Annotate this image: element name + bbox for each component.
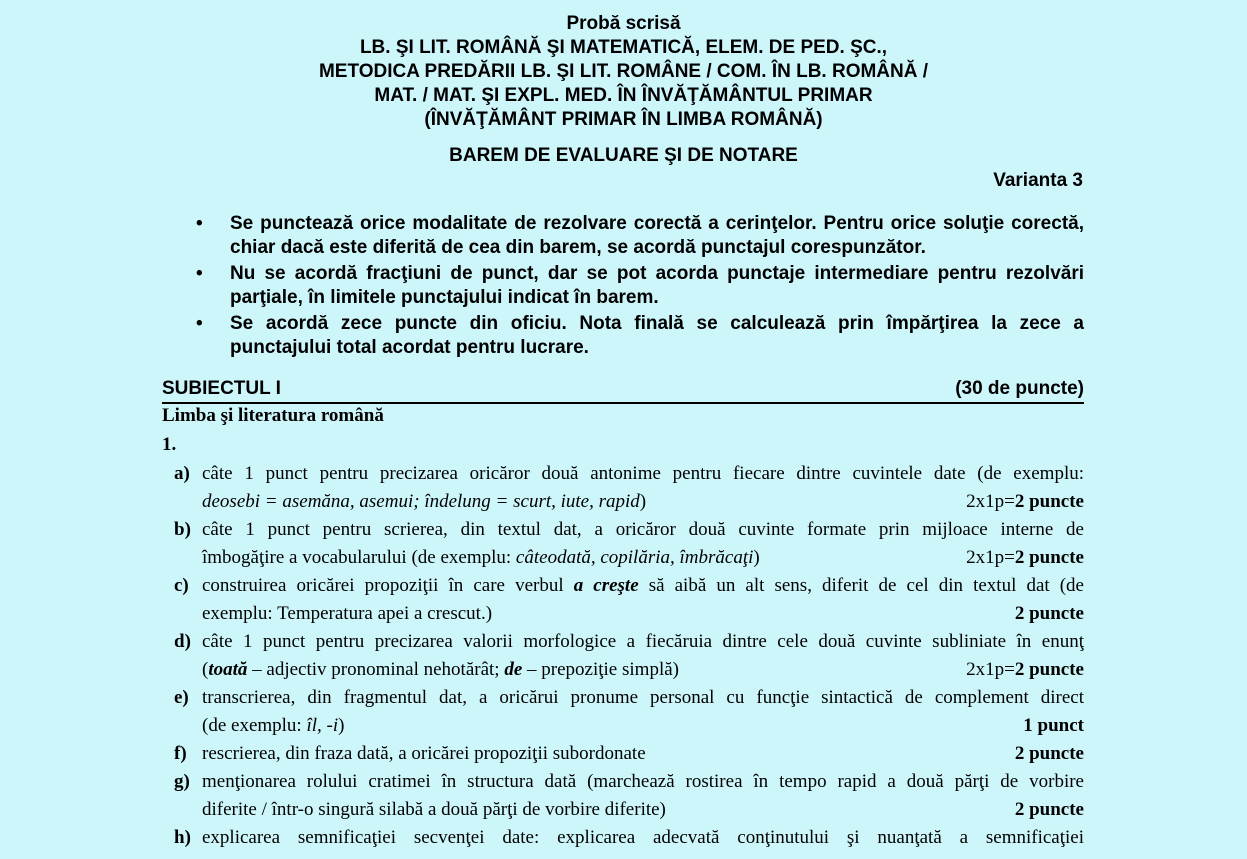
item-label: h)	[174, 827, 191, 848]
item-h	[162, 824, 1084, 852]
item-f	[162, 740, 1084, 768]
subject-heading	[162, 378, 1084, 404]
section-title: Limba şi literatura română	[162, 405, 384, 426]
item-d: d) câte 1 punct pentru precizarea valorii morfologice a fiecăruia dintre cele două cuvinte subliniate în enunţ (toată – adjectiv pronominal nehotărât; de – prepoziţie simplă) 2x1p=2 puncte	[162, 628, 1084, 684]
item-label: e)	[174, 687, 189, 708]
answer-items	[162, 460, 1084, 852]
item-text: transcrierea, din fragmentul dat, a oricărui pronume personal cu funcţie sintactică de complement direct	[202, 687, 1084, 708]
item-score: 1 punct	[1023, 715, 1084, 736]
example-text: deosebi = asemăna, asemui; îndelung = scurt, iute, rapid	[202, 491, 640, 512]
item-label: a)	[174, 463, 190, 484]
example-text: câteodată, copilăria, îmbrăcaţi	[515, 547, 754, 568]
item-score: 2x1p=2 puncte	[966, 659, 1084, 680]
rule-text: Se acordă zece puncte din oficiu. Nota finală se calculează prin împărţirea la zece a punctajului total acordat pentru lucrare.	[230, 313, 1084, 358]
item-label: f)	[174, 743, 187, 764]
item-c: c) construirea oricărei propoziţii în care verbul a creşte să aibă un alt sens, diferit de cel din textul dat (de exemplu: Temperatura apei a crescut.) 2 puncte	[162, 572, 1084, 628]
item-e: e) transcrierea, din fragmentul dat, a oricărui pronume personal cu funcţie sintactică de complement direct (de exemplu: îl, -i) 1 punct	[162, 684, 1084, 740]
rule-text: Se punctează orice modalitate de rezolvare corectă a cerinţelor. Pentru orice soluţie corectă, chiar dacă este diferită de cea din barem, se acordă punctajul corespunzător.	[230, 213, 1084, 258]
item-text: câte 1 punct pentru precizarea valorii morfologice a fiecăruia dintre cele două cuvinte subliniate în enunţ	[202, 631, 1084, 652]
document-header	[0, 12, 1247, 132]
item-g: g) menţionarea rolului cratimei în structura dată (marchează rostirea în tempo rapid a două părţi de vorbire diferite / într-o singură silabă a două părţi de vorbire diferite) 2 puncte	[162, 768, 1084, 824]
item-label: b)	[174, 519, 191, 540]
bullet-icon: •	[196, 313, 203, 334]
item-score: 2x1p=2 puncte	[966, 547, 1084, 568]
rule-item	[196, 312, 1084, 360]
item-text: rescrierea, din fraza dată, a oricărei propoziţii subordonate	[202, 743, 646, 764]
item-b: b) câte 1 punct pentru scrierea, din textul dat, a oricăror două cuvinte formate prin mijloace interne de îmbogăţire a vocabularului (de exemplu: câteodată, copilăria, îmbrăcaţi) 2x1p=2 puncte	[162, 516, 1084, 572]
subject-points: (30 de puncte)	[955, 378, 1084, 399]
item-text: menţionarea rolului cratimei în structura dată (marchează rostirea în tempo rapid a două părţi de vorbire	[202, 771, 1084, 792]
header-line-3: MAT. / MAT. ŞI EXPL. MED. ÎN ÎNVĂŢĂMÂNTUL PRIMAR	[374, 85, 873, 106]
variant-label: Varianta 3	[993, 170, 1083, 191]
item-label: c)	[174, 575, 189, 596]
verb-text: a creşte	[573, 575, 639, 596]
item-label: d)	[174, 631, 191, 652]
header-line-4: (ÎNVĂŢĂMÂNT PRIMAR ÎN LIMBA ROMÂNĂ)	[424, 109, 823, 130]
header-line-2: METODICA PREDĂRII LB. ŞI LIT. ROMÂNE / COM. ÎN LB. ROMÂNĂ /	[318, 61, 929, 82]
item-score: 2x1p=2 puncte	[966, 491, 1084, 512]
header-line-1: LB. ŞI LIT. ROMÂNĂ ŞI MATEMATICĂ, ELEM. DE PED. ŞC.,	[359, 37, 888, 58]
item-label: g)	[174, 771, 190, 792]
subject-title: SUBIECTUL I	[162, 378, 281, 399]
item-text: câte 1 punct pentru scrierea, din textul dat, a oricăror două cuvinte formate prin mijloace interne de	[202, 519, 1084, 540]
bullet-icon: •	[196, 263, 203, 284]
example-text: îl, -i	[306, 715, 339, 736]
rule-item	[196, 212, 1084, 260]
item-a: a) câte 1 punct pentru precizarea oricăror două antonime pentru fiecare dintre cuvintele date (de exemplu: deosebi = asemăna, asemui; îndelung = scurt, iute, rapid) 2x1p=2 puncte	[162, 460, 1084, 516]
item-score: 2 puncte	[1014, 603, 1084, 624]
bullet-icon: •	[196, 213, 203, 234]
barem-title: BAREM DE EVALUARE ŞI DE NOTARE	[449, 145, 798, 166]
item-score: 2 puncte	[1014, 799, 1084, 820]
rules-list	[196, 212, 1084, 362]
rule-item	[196, 262, 1084, 310]
item-text: explicarea semnificaţiei secvenţei date: explicarea adecvată conţinutului şi nuanţată a semnificaţiei	[202, 827, 1084, 848]
item-text: construirea oricărei propoziţii în care verbul a creşte să aibă un alt sens, diferit de cel din textul dat (de	[202, 575, 1084, 596]
exam-title: Probă scrisă	[566, 13, 681, 34]
item-score: 2 puncte	[1014, 743, 1084, 764]
rule-text: Nu se acordă fracţiuni de punct, dar se pot acorda punctaje intermediare pentru rezolvări parţiale, în limitele punctajului indicat în barem.	[230, 263, 1084, 308]
question-number: 1.	[162, 434, 177, 455]
item-text: câte 1 punct pentru precizarea oricăror două antonime pentru fiecare dintre cuvintele date (de exemplu:	[202, 463, 1084, 484]
